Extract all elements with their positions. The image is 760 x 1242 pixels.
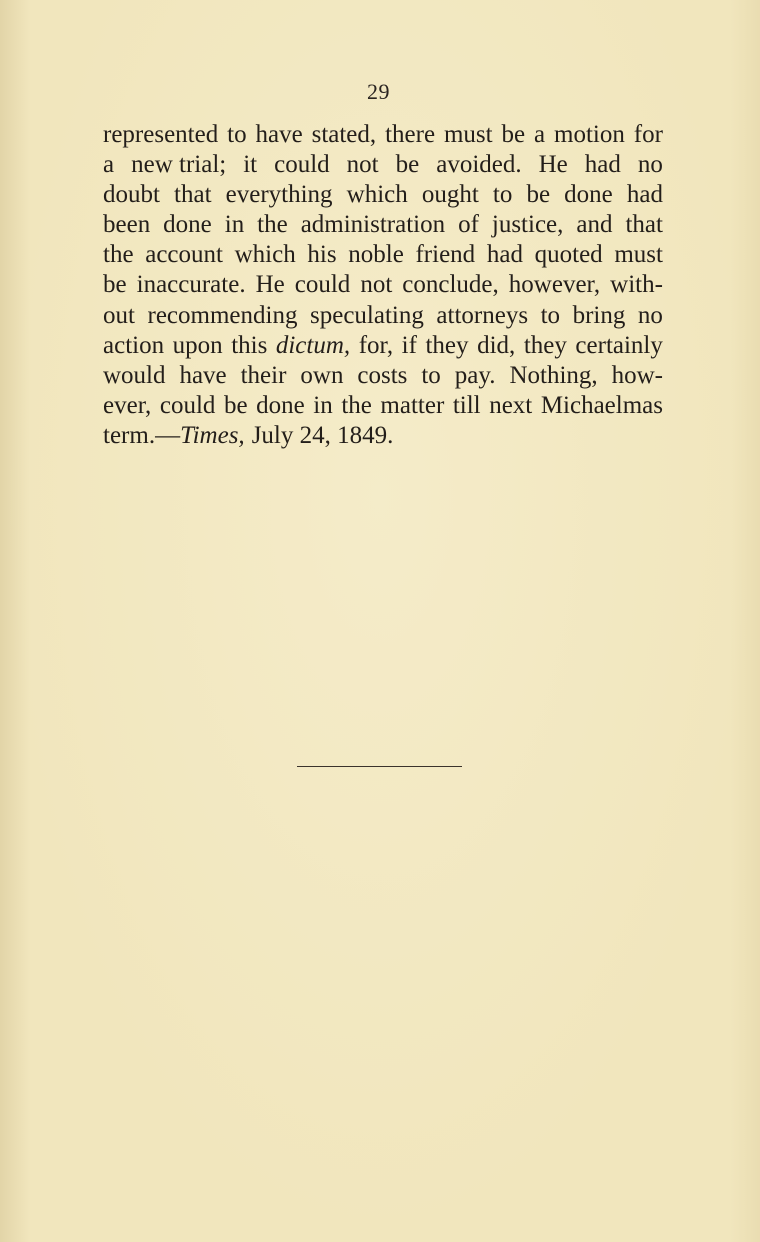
word: would: [103, 361, 166, 389]
word: had: [584, 151, 621, 179]
word: costs: [357, 361, 408, 389]
word: justice,: [491, 211, 564, 239]
word: pay.: [454, 361, 496, 389]
text-line: [103, 120, 663, 150]
word: stated,: [311, 121, 377, 148]
word: there: [385, 121, 436, 148]
word: they: [523, 331, 567, 359]
word: new trial;: [131, 151, 227, 179]
text-line: [103, 210, 663, 240]
citation-source: Times,: [180, 421, 245, 449]
word: be: [395, 151, 420, 179]
word: ever,: [103, 391, 152, 419]
word: be: [223, 391, 248, 419]
section-divider: [297, 766, 462, 767]
word: the: [341, 391, 372, 419]
word: that: [625, 211, 663, 239]
word: could: [274, 151, 330, 179]
word: certainly: [575, 331, 663, 359]
word: had: [626, 181, 663, 209]
word: Michaelmas: [540, 391, 663, 419]
word: a: [103, 151, 115, 179]
word: He: [255, 271, 285, 299]
word: their: [240, 361, 287, 389]
word: to: [492, 181, 513, 209]
word: which: [346, 181, 408, 209]
word: however,: [508, 271, 601, 299]
word: have: [179, 361, 227, 389]
word: to: [227, 121, 247, 148]
citation-date: July 24, 1849.: [251, 421, 394, 449]
word: that: [174, 181, 212, 209]
word: matter: [380, 391, 445, 419]
word: out: [103, 301, 135, 329]
word: of: [458, 211, 479, 239]
text-line: [103, 391, 663, 421]
word: which: [234, 241, 296, 269]
word: doubt: [103, 181, 160, 209]
word: with-: [610, 271, 663, 299]
word: in: [313, 391, 333, 419]
word: did,: [477, 331, 516, 359]
word: must: [443, 121, 493, 148]
word: it: [243, 151, 258, 179]
word: in: [224, 211, 245, 239]
text-line: [103, 150, 663, 180]
word: if: [401, 331, 417, 359]
word: own: [300, 361, 344, 389]
word: to: [540, 301, 561, 329]
word: inaccurate.: [136, 271, 246, 299]
word: had: [486, 241, 523, 269]
word: be: [501, 121, 526, 148]
word: not: [360, 271, 393, 299]
word: done: [163, 211, 212, 239]
word: motion: [554, 121, 625, 148]
word: this: [231, 331, 268, 359]
page-number: 29: [367, 79, 390, 104]
word: conclude,: [402, 271, 499, 299]
citation-prefix: term.—: [103, 421, 181, 449]
word: done: [564, 181, 613, 209]
word: recommending: [147, 301, 298, 329]
word: till: [452, 391, 481, 419]
word: He: [538, 151, 568, 179]
word: attorneys: [436, 301, 529, 329]
word: ought: [421, 181, 479, 209]
word: quoted: [534, 241, 603, 269]
word: be: [526, 181, 551, 209]
text-line: [103, 301, 663, 331]
word: and: [576, 211, 613, 239]
word: could: [159, 391, 216, 419]
word: done: [256, 391, 305, 419]
word: have: [255, 121, 303, 148]
word: speculating: [310, 301, 424, 329]
word: represented: [103, 121, 219, 148]
word: no: [637, 151, 663, 179]
word: next: [489, 391, 533, 419]
word: been: [103, 211, 151, 239]
body-text: [103, 120, 663, 451]
word: must: [614, 241, 663, 269]
word: a: [534, 121, 546, 148]
word: noble: [348, 241, 404, 269]
text-line: [103, 270, 663, 300]
word: be: [103, 271, 127, 299]
word: not: [346, 151, 379, 179]
word: no: [637, 301, 663, 329]
word: everything: [225, 181, 333, 209]
word: upon: [172, 331, 223, 359]
word: the: [103, 241, 134, 269]
word: account: [145, 241, 223, 269]
word: could: [294, 271, 351, 299]
word: friend: [415, 241, 476, 269]
word: action: [103, 331, 165, 359]
word: for: [633, 121, 663, 148]
word: avoided.: [436, 151, 522, 179]
word: how-: [611, 361, 663, 389]
word: administration: [300, 211, 446, 239]
word: to: [421, 361, 441, 389]
text-line: [103, 240, 663, 270]
word: dictum,: [275, 331, 351, 359]
text-line: [103, 361, 663, 391]
citation-line: [103, 421, 663, 451]
word: they: [425, 331, 469, 359]
word: bring: [572, 301, 626, 329]
word: for,: [358, 331, 394, 359]
word: his: [307, 241, 337, 269]
text-line: [103, 331, 663, 361]
word: Nothing,: [509, 361, 598, 389]
text-line: [103, 180, 663, 210]
word: the: [257, 211, 288, 239]
